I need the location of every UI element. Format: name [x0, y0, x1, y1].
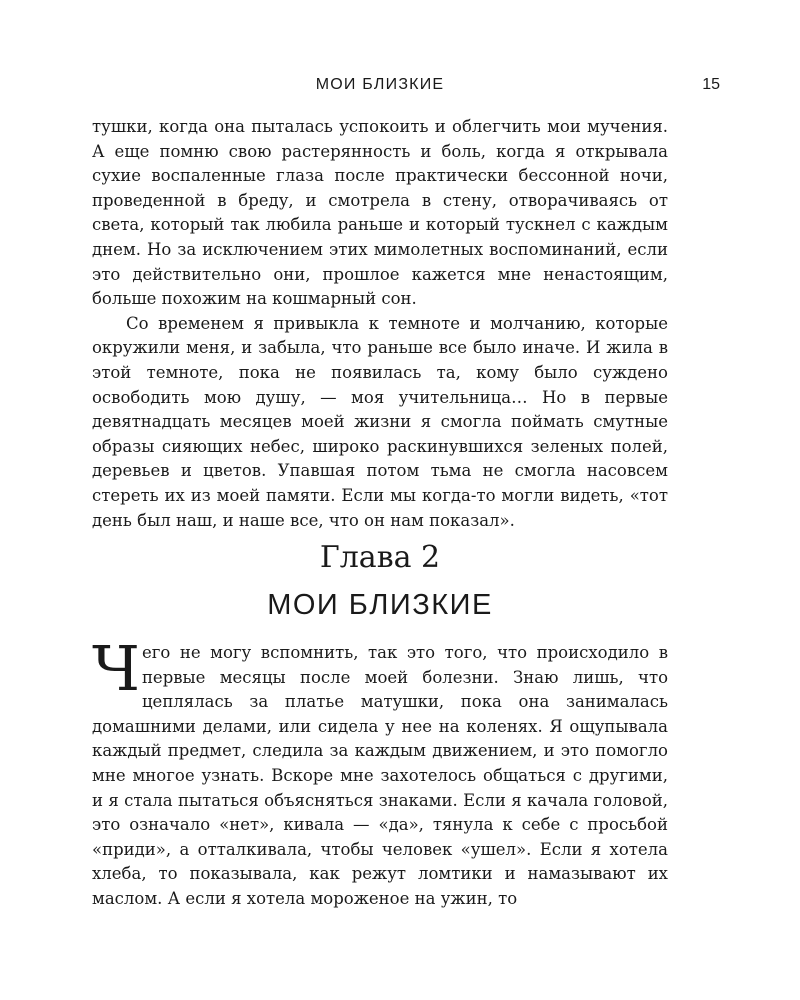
chapter-number: Глава 2 [319, 540, 441, 575]
chapter-title: МОИ БЛИЗКИЕ [267, 589, 493, 621]
chapter-first-paragraph [92, 632, 668, 912]
chapter-heading [92, 538, 668, 626]
previous-section-text [92, 115, 668, 533]
paragraph: тушки, когда она пыталась успокоить и облегчить мои мучения. А еще помню свою растерянность и боль, когда я открывала сухие воспаленные глаза после практически бессонной ночи, проведенной в бреду, и смотрела в стену, отворачиваясь от света, который так любила раньше и который тускнел с каждым днем. Но за исключением этих мимолетных воспоминаний, если это действительно они, прошлое кажется мне ненастоящим, больше похожим на кошмарный сон. [92, 117, 668, 309]
running-header: МОИ БЛИЗКИЕ [315, 76, 445, 93]
paragraph-text: его не могу вспомнить, так это того, что происходило в первые месяцы после моей болезни. Знаю лишь, что цеплялась за платье матушки, пока она занималась домашними делами, или сидела у нее на коленях. Я ощупывала каждый предмет, следила за каждым движением, и это помогло мне многое узнать. Вскоре мне захотелось общаться с другими, и я стала пытаться объясняться знаками. Если я качала головой, это означало «нет», кивала — «да», тянула к себе с просьбой «приди», а отталкивала, чтобы человек «ушел». Если я хотела хлеба, то показывала, как режут ломтики и намазывают их маслом. А если я хотела мороженое на ужин, то [92, 643, 668, 908]
page-number: 15 [702, 76, 720, 93]
paragraph: Со временем я привыкла к темноте и молчанию, которые окружили меня, и забыла, что раньше все было иначе. И жила в этой темноте, пока не появилась та, кому было суждено освободить мою душу, — моя учительница… Но в первые девятнадцать месяцев моей жизни я смогла поймать смутные образы сияющих небес, широко раскинувшихся зеленых полей, деревьев и цветов. Упавшая потом тьма не смогла насовсем стереть их из моей памяти. Если мы когда-то могли видеть, «тот день был наш, и наше все, что он нам показал». [92, 313, 668, 530]
drop-cap: Ч [92, 632, 140, 705]
chapter-text [92, 632, 668, 912]
